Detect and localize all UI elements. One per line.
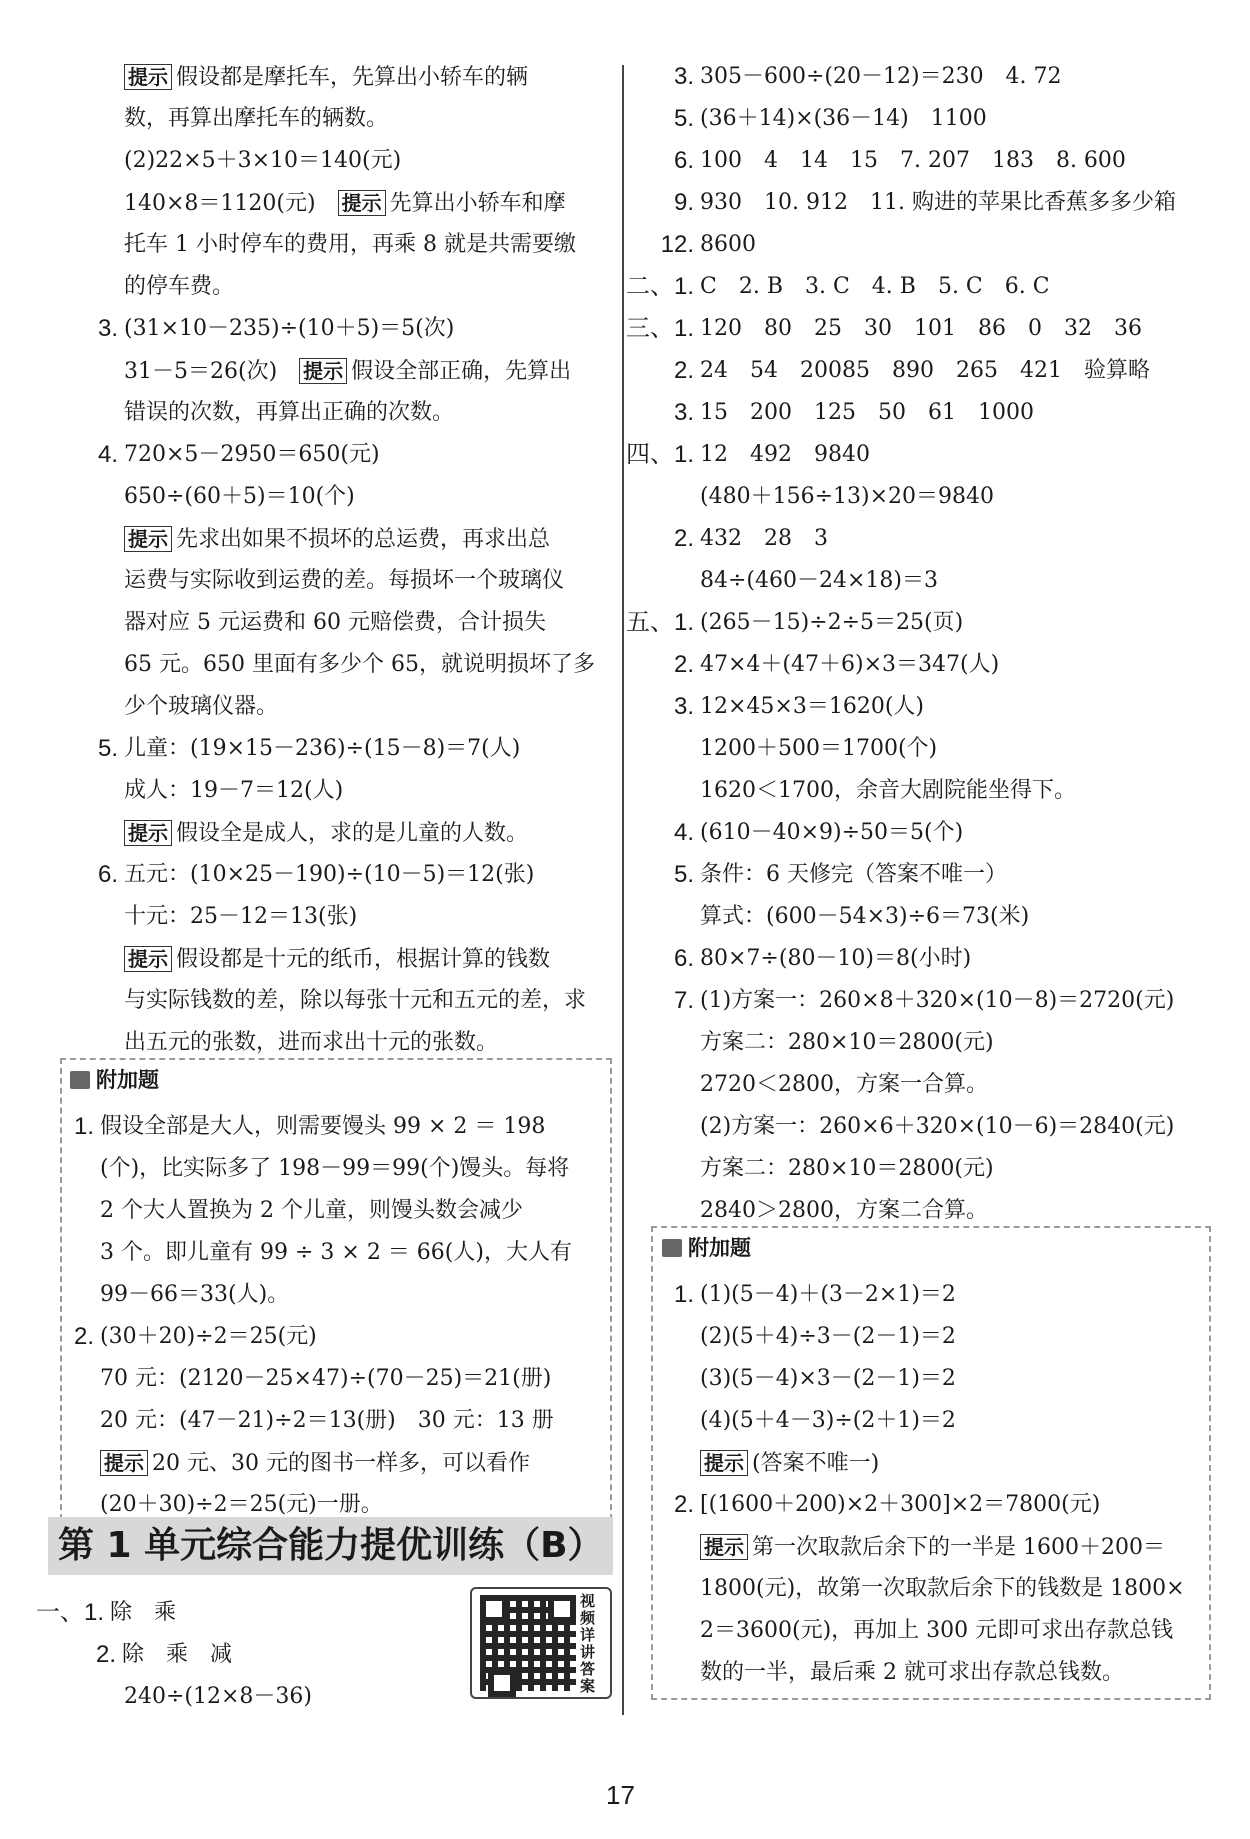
line-text: 20 元：(47－21)÷2＝13(册) 30 元：13 册 bbox=[100, 1408, 554, 1433]
answer-line bbox=[124, 272, 234, 302]
line-text: 1620＜1700，余音大剧院能坐得下。 bbox=[700, 778, 1076, 803]
hint-label: 提示 bbox=[338, 190, 386, 216]
line-text: 2 个大人置换为 2 个儿童，则馒头数会减少 bbox=[100, 1198, 523, 1223]
item-number: 9. bbox=[673, 189, 694, 216]
answer-line bbox=[124, 398, 454, 428]
line-text: 成人：19－7＝12(人) bbox=[124, 778, 344, 803]
page-number: 17 bbox=[606, 1780, 635, 1810]
line-text: 99－66＝33(人)。 bbox=[100, 1282, 290, 1307]
line-text: (30＋20)÷2＝25(元) bbox=[100, 1324, 317, 1349]
answer-line bbox=[124, 1028, 498, 1058]
item-number: 5. bbox=[97, 735, 118, 762]
answer-line bbox=[97, 860, 535, 890]
line-text: 1200＋500＝1700(个) bbox=[700, 736, 938, 761]
line-text: 假设全是成人，求的是儿童的人数。 bbox=[176, 821, 529, 846]
answer-line bbox=[124, 356, 571, 387]
item-number: 1. bbox=[73, 1113, 94, 1140]
answer-line bbox=[124, 608, 546, 638]
line-text: 与实际钱数的差，除以每张十元和五元的差，求 bbox=[124, 988, 587, 1013]
answer-line bbox=[673, 1490, 1101, 1520]
answer-line bbox=[124, 776, 343, 806]
line-text: 930 10. 912 11. 购进的苹果比香蕉多多少箱 bbox=[700, 190, 1176, 215]
qr-code-icon bbox=[480, 1595, 576, 1691]
answer-line bbox=[700, 1406, 956, 1436]
item-number: 3. bbox=[673, 63, 694, 90]
item-number: 2. bbox=[673, 357, 694, 384]
line-text: (1)(5－4)＋(3－2×1)＝2 bbox=[700, 1282, 956, 1307]
line-text: 650÷(60＋5)＝10(个) bbox=[124, 484, 355, 509]
item-number: 6. bbox=[673, 147, 694, 174]
line-text: 24 54 20085 890 265 421 验算略 bbox=[700, 358, 1150, 383]
line-text: 47×4＋(47＋6)×3＝347(人) bbox=[700, 652, 1000, 677]
answer-line bbox=[35, 1598, 177, 1628]
line-text: (个)，比实际多了 198－99＝99(个)馒头。每将 bbox=[100, 1156, 570, 1181]
line-text: 儿童：(19×15－236)÷(15－8)＝7(人) bbox=[124, 736, 521, 761]
line-text: 80×7÷(80－10)＝8(小时) bbox=[700, 946, 972, 971]
line-text: 数，再算出摩托车的辆数。 bbox=[124, 106, 389, 131]
hint-label: 提示 bbox=[124, 526, 172, 552]
answer-line bbox=[673, 398, 1034, 428]
line-text: 120 80 25 30 101 86 0 32 36 bbox=[700, 316, 1142, 341]
left-extra-title: 附加题 bbox=[70, 1064, 159, 1094]
answer-line bbox=[100, 1364, 551, 1394]
item-number: 6. bbox=[97, 861, 118, 888]
hint-label: 提示 bbox=[700, 1450, 748, 1476]
line-text: 20 元、30 元的图书一样多，可以看作 bbox=[152, 1451, 530, 1476]
answer-line bbox=[97, 314, 455, 344]
item-number: 五、1. bbox=[625, 609, 694, 636]
answer-line bbox=[673, 944, 972, 974]
line-text: (20＋30)÷2＝25(元)一册。 bbox=[100, 1492, 383, 1517]
item-number: 3. bbox=[673, 399, 694, 426]
item-number: 2. bbox=[95, 1641, 116, 1668]
item-number: 2. bbox=[673, 525, 694, 552]
hint-label: 提示 bbox=[124, 64, 172, 90]
item-number: 5. bbox=[673, 105, 694, 132]
answer-line bbox=[124, 986, 586, 1016]
item-number: 4. bbox=[97, 441, 118, 468]
answer-line bbox=[700, 1658, 1124, 1688]
line-text: 条件：6 天修完（答案不唯一） bbox=[700, 862, 1007, 887]
line-text: 错误的次数，再算出正确的次数。 bbox=[124, 400, 455, 425]
item-number: 3. bbox=[673, 693, 694, 720]
answer-line bbox=[97, 734, 521, 764]
answer-line bbox=[700, 1532, 1165, 1563]
line-text: 少个玻璃仪器。 bbox=[124, 694, 279, 719]
item-number: 4. bbox=[673, 819, 694, 846]
line-text: 五元：(10×25－190)÷(10－5)＝12(张) bbox=[124, 862, 535, 887]
line-text: (2)方案一：260×6＋320×(10－6)＝2840(元) bbox=[700, 1114, 1175, 1139]
line-text: 100 4 14 15 7. 207 183 8. 600 bbox=[700, 148, 1126, 173]
answer-line bbox=[124, 1682, 312, 1712]
line-text: C 2. B 3. C 4. B 5. C 6. C bbox=[700, 274, 1050, 299]
answer-line bbox=[700, 1028, 994, 1058]
answer-line bbox=[700, 776, 1076, 806]
answer-line bbox=[124, 146, 401, 176]
answer-line bbox=[625, 608, 964, 638]
line-text: 15 200 125 50 61 1000 bbox=[700, 400, 1034, 425]
answer-line bbox=[673, 188, 1176, 218]
line-text: 算式：(600－54×3)÷6＝73(米) bbox=[700, 904, 1030, 929]
line-text: (4)(5＋4－3)÷(2＋1)＝2 bbox=[700, 1408, 956, 1433]
line-text: 2840＞2800，方案二合算。 bbox=[700, 1198, 988, 1223]
line-text: (1)方案一：260×8＋320×(10－8)＝2720(元) bbox=[700, 988, 1175, 1013]
book-icon bbox=[70, 1071, 90, 1089]
answer-line bbox=[124, 104, 388, 134]
line-text: 第一次取款后余下的一半是 1600＋200＝ bbox=[752, 1535, 1165, 1560]
answer-line bbox=[97, 440, 380, 470]
answer-line bbox=[100, 1196, 523, 1226]
line-text: [(1600＋200)×2＋300]×2＝7800(元) bbox=[700, 1492, 1101, 1517]
right-extra-title: 附加题 bbox=[662, 1232, 751, 1262]
line-text: 1800(元)，故第一次取款后余下的钱数是 1800× bbox=[700, 1576, 1185, 1601]
answer-line bbox=[673, 692, 925, 722]
answer-line bbox=[124, 524, 550, 555]
item-number: 2. bbox=[73, 1323, 94, 1350]
answer-line bbox=[100, 1490, 383, 1520]
answer-line bbox=[700, 566, 938, 596]
answer-line bbox=[625, 440, 870, 470]
item-number: 12. bbox=[660, 231, 694, 258]
line-text: 假设全部正确，先算出 bbox=[351, 359, 572, 384]
line-text: 出五元的张数，进而求出十元的张数。 bbox=[124, 1030, 499, 1055]
answer-line bbox=[700, 1196, 988, 1226]
hint-label: 提示 bbox=[100, 1450, 148, 1476]
line-text: 数的一半，最后乘 2 就可求出存款总钱数。 bbox=[700, 1660, 1124, 1685]
answer-line bbox=[700, 1364, 956, 1394]
line-text: 方案二：280×10＝2800(元) bbox=[700, 1030, 994, 1055]
hint-label: 提示 bbox=[700, 1534, 748, 1560]
qr-code-box[interactable] bbox=[470, 1587, 612, 1699]
line-text: 432 28 3 bbox=[700, 526, 828, 551]
answer-line bbox=[673, 356, 1150, 386]
line-text: (2)(5＋4)÷3－(2－1)＝2 bbox=[700, 1324, 956, 1349]
qr-label: 视频详讲答案 bbox=[580, 1592, 596, 1695]
answer-line bbox=[700, 1574, 1185, 1604]
line-text: 3 个。即儿童有 99 ÷ 3 × 2 ＝ 66(人)，大人有 bbox=[100, 1240, 572, 1265]
answer-line bbox=[700, 1070, 988, 1100]
column-divider bbox=[622, 65, 624, 1715]
answer-line bbox=[700, 1154, 994, 1184]
answer-line bbox=[660, 230, 756, 260]
item-number: 2. bbox=[673, 651, 694, 678]
line-text: (3)(5－4)×3－(2－1)＝2 bbox=[700, 1366, 956, 1391]
line-text: 140×8＝1120(元) bbox=[124, 191, 316, 216]
answer-line bbox=[673, 986, 1175, 1016]
item-number: 三、1. bbox=[625, 315, 694, 342]
answer-line bbox=[100, 1280, 289, 1310]
line-text: (36＋14)×(36－14) 1100 bbox=[700, 106, 987, 131]
line-text: (610－40×9)÷50＝5(个) bbox=[700, 820, 964, 845]
line-text: 假设都是十元的纸币，根据计算的钱数 bbox=[176, 947, 551, 972]
answer-line bbox=[124, 818, 528, 849]
answer-line bbox=[100, 1406, 554, 1436]
line-text: 720×5－2950＝650(元) bbox=[124, 442, 380, 467]
line-text: 2720＜2800，方案一合算。 bbox=[700, 1072, 988, 1097]
line-text: (265－15)÷2÷5＝25(页) bbox=[700, 610, 964, 635]
line-text: 先求出如果不损坏的总运费，再求出总 bbox=[176, 527, 551, 552]
answer-line bbox=[124, 902, 357, 932]
answer-line bbox=[673, 650, 1000, 680]
answer-line bbox=[700, 482, 994, 512]
line-text: (答案不唯一) bbox=[752, 1451, 880, 1476]
item-number: 四、1. bbox=[625, 441, 694, 468]
line-text: 器对应 5 元运费和 60 元赔偿费，合计损失 bbox=[124, 610, 546, 635]
item-number: 7. bbox=[673, 987, 694, 1014]
book-icon bbox=[662, 1239, 682, 1257]
line-text: 托车 1 小时停车的费用，再乘 8 就是共需要缴 bbox=[124, 232, 576, 257]
answer-line bbox=[100, 1238, 572, 1268]
answer-line bbox=[124, 692, 278, 722]
answer-line bbox=[95, 1640, 233, 1670]
answer-line bbox=[700, 734, 937, 764]
hint-label: 提示 bbox=[124, 820, 172, 846]
line-text: 70 元：(2120－25×47)÷(70－25)＝21(册) bbox=[100, 1366, 552, 1391]
line-text: 240÷(12×8－36) bbox=[124, 1684, 313, 1709]
item-number: 3. bbox=[97, 315, 118, 342]
line-text: (31×10－235)÷(10＋5)＝5(次) bbox=[124, 316, 455, 341]
answer-line bbox=[73, 1322, 317, 1352]
answer-line bbox=[700, 1616, 1173, 1646]
answer-line bbox=[100, 1154, 569, 1184]
item-number: 5. bbox=[673, 861, 694, 888]
section-title: 第 1 单元综合能力提优训练（B） bbox=[48, 1517, 613, 1575]
answer-line bbox=[673, 524, 828, 554]
answer-line bbox=[673, 860, 1007, 890]
line-text: 8600 bbox=[700, 232, 756, 257]
answer-line bbox=[73, 1112, 546, 1142]
line-text: 31－5＝26(次) bbox=[124, 359, 278, 384]
line-text: 假设全部是大人，则需要馒头 99 × 2 ＝ 198 bbox=[100, 1114, 546, 1139]
item-number: 6. bbox=[673, 945, 694, 972]
hint-label: 提示 bbox=[299, 358, 347, 384]
line-text: 84÷(460－24×18)＝3 bbox=[700, 568, 939, 593]
line-text: 方案二：280×10＝2800(元) bbox=[700, 1156, 994, 1181]
line-text: 的停车费。 bbox=[124, 274, 235, 299]
line-text: 十元：25－12＝13(张) bbox=[124, 904, 358, 929]
answer-line bbox=[124, 230, 576, 260]
line-text: 除 乘 bbox=[110, 1600, 177, 1625]
answer-line bbox=[100, 1448, 530, 1479]
line-text: 假设都是摩托车，先算出小轿车的辆 bbox=[176, 65, 529, 90]
answer-line bbox=[625, 314, 1142, 344]
answer-line bbox=[124, 566, 564, 596]
answer-line bbox=[700, 1448, 879, 1479]
answer-line bbox=[673, 62, 1062, 92]
item-number: 1. bbox=[673, 1281, 694, 1308]
line-text: (480＋156÷13)×20＝9840 bbox=[700, 484, 994, 509]
answer-line bbox=[673, 146, 1126, 176]
line-text: (2)22×5＋3×10＝140(元) bbox=[124, 148, 402, 173]
line-text: 除 乘 减 bbox=[122, 1642, 233, 1667]
line-text: 2＝3600(元)，再加上 300 元即可求出存款总钱 bbox=[700, 1618, 1174, 1643]
answer-line bbox=[673, 1280, 956, 1310]
answer-line bbox=[124, 650, 595, 680]
hint-label: 提示 bbox=[124, 946, 172, 972]
item-number: 2. bbox=[673, 1491, 694, 1518]
line-text: 先算出小轿车和摩 bbox=[389, 191, 566, 216]
answer-line bbox=[124, 62, 528, 93]
answer-line bbox=[124, 188, 566, 219]
answer-line bbox=[673, 104, 987, 134]
answer-line bbox=[625, 272, 1050, 302]
line-text: 12 492 9840 bbox=[700, 442, 870, 467]
answer-line bbox=[700, 1112, 1174, 1142]
item-number: 一、1. bbox=[35, 1599, 104, 1626]
line-text: 12×45×3＝1620(人) bbox=[700, 694, 925, 719]
line-text: 305－600÷(20－12)＝230 4. 72 bbox=[700, 64, 1062, 89]
answer-line bbox=[700, 902, 1029, 932]
answer-line bbox=[124, 482, 355, 512]
line-text: 65 元。650 里面有多少个 65，就说明损坏了多 bbox=[124, 652, 595, 677]
item-number: 二、1. bbox=[625, 273, 694, 300]
line-text: 运费与实际收到运费的差。每损坏一个玻璃仪 bbox=[124, 568, 565, 593]
answer-line bbox=[124, 944, 550, 975]
answer-line bbox=[673, 818, 964, 848]
answer-line bbox=[700, 1322, 956, 1352]
